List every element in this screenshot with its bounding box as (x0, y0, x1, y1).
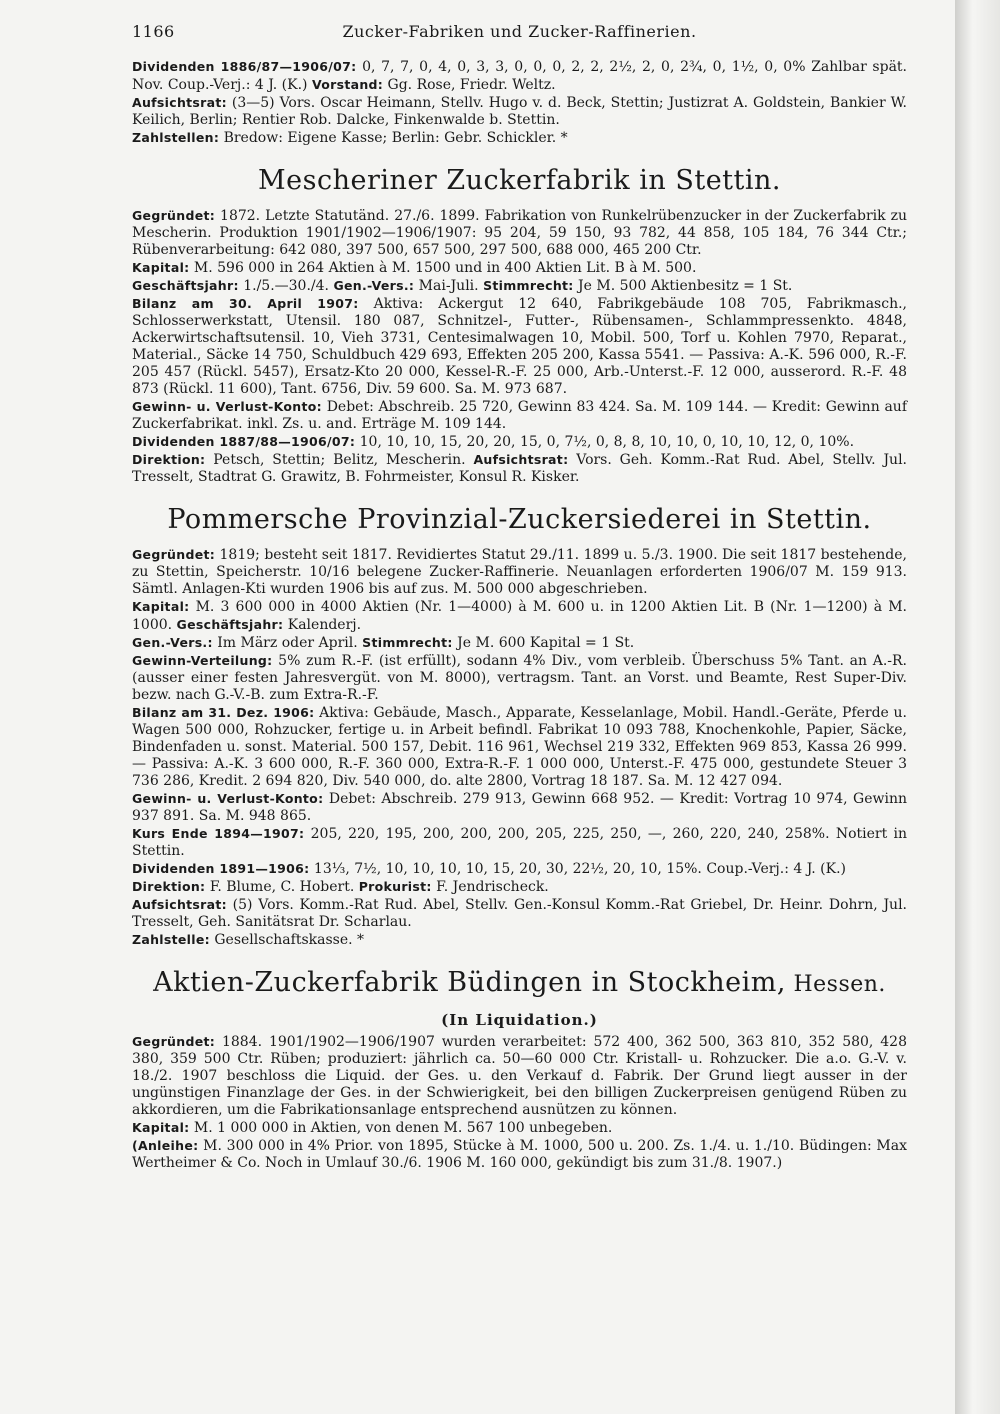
paragraph (132, 207, 907, 259)
paragraph (132, 704, 907, 790)
paragraph (132, 129, 907, 147)
running-title: Zucker-Fabriken und Zucker-Raffinerien. (342, 22, 697, 41)
company-title: Pommersche Provinzial-Zuckersiederei in Stettin. (167, 504, 872, 535)
field-text: 1819; besteht seit 1817. Revidiertes Statut 29./11. 1899 u. 5./3. 1900. Die seit 1817 bestehende, zu Stettin, Speicherstr. 10/16 belegene Zucker-Raffinerie. Neuanlagen erforderten 1906/07 M. 159 913. Sämtl. Anlagen-Kti wurden 1906 bis auf zus. M. 500 000 abgeschrieben. (132, 547, 907, 597)
paragraph (132, 277, 907, 295)
field-label: Stimmrecht: (362, 635, 453, 650)
paragraph (132, 451, 907, 486)
field-text: Debet: Abschreib. 279 913, Gewinn 668 952. — Kredit: Vortrag 10 974, Gewinn 937 891. Sa. M. 948 865. (132, 791, 907, 824)
field-label: Bilanz am 30. April 1907: (132, 296, 359, 311)
field-label: Geschäftsjahr: (132, 278, 239, 293)
page-content (132, 22, 907, 1172)
paragraph (132, 1119, 907, 1137)
prev-entry (132, 58, 907, 147)
paragraph (132, 598, 907, 634)
paragraph (132, 433, 907, 451)
field-label: Direktion: (132, 879, 206, 894)
field-text: Gesellschaftskasse. * (209, 932, 365, 948)
field-label: Aufsichtsrat: (132, 897, 227, 912)
field-label: Kapital: (132, 260, 190, 275)
field-label: Gewinn- u. Verlust-Konto: (132, 399, 322, 414)
field-text: F. Jendrischeck. (431, 879, 549, 895)
paragraph (132, 295, 907, 398)
field-label: Gen.-Vers.: (333, 278, 415, 293)
field-text: Je M. 600 Kapital = 1 St. (452, 635, 635, 651)
field-text: (3—5) Vors. Oscar Heimann, Stellv. Hugo v. d. Beck, Stettin; Justizrat A. Goldstein, Bankier W. Keilich, Berlin; Rentier Rob. Dalcke, Finkenwalde b. Stettin. (132, 95, 907, 128)
field-label: Bilanz am 31. Dez. 1906: (132, 705, 315, 720)
field-text: M. 1 000 000 in Aktien, von denen M. 567 100 unbegeben. (189, 1120, 613, 1136)
field-label: Aufsichtsrat: (473, 452, 569, 467)
page-header (132, 22, 907, 52)
paragraph (132, 634, 907, 652)
field-text: 5% zum R.-F. (ist erfüllt), sodann 4% Div., vom verbleib. Überschuss 5% Tant. an A.-R. (ausser einer festen Jahresvergüt. von M. 8000), vertragsm. Tant. an Vorst. und Beamte, Rest Super-Div. bezw. nach G.-V.-B. zum Extra-R.-F. (132, 653, 907, 703)
field-text: F. Blume, C. Hobert. (205, 879, 359, 895)
field-label: Stimmrecht: (483, 278, 574, 293)
field-text: 13⅓, 7½, 10, 10, 10, 10, 15, 20, 30, 22½, 20, 10, 15%. Coup.-Verj.: 4 J. (K.) (309, 861, 846, 877)
field-text: Debet: Abschreib. 25 720, Gewinn 83 424. Sa. M. 109 144. — Kredit: Gewinn auf Zuckerfabrikat. inkl. Zs. u. and. Erträge M. 109 144. (132, 399, 908, 432)
field-label: Gegründet: (132, 1034, 216, 1049)
field-label: Gen.-Vers.: (132, 635, 213, 650)
company-title: Mescheriner Zuckerfabrik in Stettin. (258, 165, 781, 196)
paragraph (132, 790, 907, 825)
field-label: (Anleihe: (132, 1138, 199, 1153)
field-text: 1884. 1901/1902—1906/1907 wurden verarbeitet: 572 400, 362 500, 363 810, 352 580, 428 380, 359 500 Ctr. Rüben; produziert: jährlich ca. 50—60 000 Ctr. Kristall- u. Rohzucker. Die a.o. G.-V. v. 18./2. 1907 beschloss die Liquid. der Ges. u. den Verkauf d. Fabrik. Der Grund liegt ausser in der ungünstigen Finanzlage der Ges. in der Schwierigkeit, bei den billigen Zuckerpreisen genügend Rüben zu akkordieren, um die Fabrikationsanlage entsprechend ausnützen zu können. (132, 1034, 907, 1118)
paragraph (132, 1137, 907, 1172)
paragraph (132, 398, 907, 433)
field-label: Gegründet: (132, 547, 216, 562)
field-text: Kalenderj. (283, 617, 362, 633)
field-label: Geschäftsjahr: (176, 617, 284, 632)
field-text: Je M. 500 Aktienbesitz = 1 St. (573, 278, 793, 294)
field-text: 0, 7, 7, 0, 4, 0, 3, 3, 0, 0, 0, 2, 2, 2½, 2, 0, 2¾, 0, 1½, 0, 0% Zahlbar spät. Nov. Coup.-Verj.: 4 J. (K.) (132, 59, 907, 93)
field-label: Kurs Ende 1894—1907: (132, 826, 305, 841)
field-text: Mai-Juli. (414, 278, 484, 294)
field-text: M. 596 000 in 264 Aktien à M. 1500 und in 400 Aktien Lit. B à M. 500. (189, 260, 697, 276)
field-label: Vorstand: (311, 77, 384, 92)
company-entry-buedingen (132, 967, 907, 1172)
page-number: 1166 (132, 22, 175, 41)
field-text: 1872. Letzte Statutänd. 27./6. 1899. Fabrikation von Runkelrübenzucker in der Zuckerfabrik zu Mescherin. Produktion 1901/1902—1906/1907: 95 204, 59 150, 93 782, 44 858, 105 184, 76 344 Ctr.; Rübenverarbeitung: 642 080, 397 500, 657 500, 297 500, 688 000, 465 200 Ctr. (132, 208, 907, 258)
paragraph (132, 259, 907, 277)
field-label: Dividenden 1887/88—1906/07: (132, 434, 356, 449)
field-label: Direktion: (132, 452, 206, 467)
liquidation-note: (In Liquidation.) (441, 1011, 598, 1029)
paragraph (132, 58, 907, 94)
company-entry-pommersche (132, 504, 907, 949)
field-text: M. 3 600 000 in 4000 Aktien (Nr. 1—4000) à M. 600 u. in 1200 Aktien Lit. B (Nr. 1—1200) à M. 1000. (132, 599, 907, 633)
paragraph (132, 652, 907, 704)
field-label: Kapital: (132, 599, 190, 614)
field-label: Dividenden 1886/87—1906/07: (132, 59, 357, 74)
paragraph (132, 896, 907, 931)
field-text: Gg. Rose, Friedr. Weltz. (383, 77, 556, 93)
page-edge (955, 0, 1000, 1414)
field-label: Zahlstelle: (132, 932, 210, 947)
field-label: Prokurist: (358, 879, 432, 894)
company-title-main: Aktien-Zuckerfabrik Büdingen in Stockheim, (153, 967, 786, 998)
field-label: Aufsichtsrat: (132, 95, 227, 110)
field-text: Bredow: Eigene Kasse; Berlin: Gebr. Schickler. * (219, 130, 568, 146)
paragraph (132, 1033, 907, 1119)
field-text: Aktiva: Gebäude, Masch., Apparate, Kesselanlage, Mobil. Handl.-Geräte, Pferde u. Wagen 500 000, Rohzucker, fertige u. in Arbeit befindl. Fabrikat 10 093 788, Knochenkohle, Papier, Säcke, Bindenfaden u. sonst. Material. 500 157, Debit. 116 961, Wechsel 219 332, Effekten 969 853, Kassa 26 999. — Passiva: A.-K. 3 600 000, R.-F. 360 000, Extra-R.-F. 1 000 000, Unterst.-F. 475 000, gestundete Steuer 3 736 286, Kredit. 2 694 820, Div. 540 000, do. alte 2800, Vortrag 18 187. Sa. M. 12 427 094. (132, 705, 907, 789)
field-label: Gewinn- u. Verlust-Konto: (132, 791, 324, 806)
field-text: Aktiva: Ackergut 12 640, Fabrikgebäude 108 705, Fabrikmasch., Schlosserwerkstatt, Utensil. 180 087, Schnitzel-, Futter-, Rübensamen-, Schlammpressenkto. 4848, Ackerwirtschaftsutensil. 10, Vieh 3731, Centesimalwagen 10, Mobil. 500, Torf u. Kohlen 7970, Reparat., Material., Säcke 14 750, Schuldbuch 429 693, Effekten 205 200, Kassa 5541. — Passiva: A.-K. 596 000, R.-F. 205 457 (Rückl. 5457), Ersatz-Kto 20 000, Kessel-R.-F. 25 000, Arb.-Unterst.-F. 12 000, ausserord. R.-F. 48 873 (Rückl. 11 600), Tant. 6756, Div. 59 600. Sa. M. 973 687. (132, 296, 907, 397)
paragraph (132, 860, 907, 878)
field-text: 1./5.—30./4. (238, 278, 334, 294)
field-text: Petsch, Stettin; Belitz, Mescherin. (205, 452, 474, 468)
field-label: Dividenden 1891—1906: (132, 861, 310, 876)
paragraph (132, 931, 907, 949)
field-text: Vors. Geh. Komm.-Rat Rud. Abel, Stellv. Jul. Tresselt, Stadtrat G. Grawitz, B. Fohrmeister, Konsul R. Kisker. (132, 452, 907, 485)
field-text: (5) Vors. Komm.-Rat Rud. Abel, Stellv. Gen.-Konsul Komm.-Rat Griebel, Dr. Heinr. Dohrn, Jul. Tresselt, Geh. Sanitätsrat Dr. Scharlau. (132, 897, 907, 930)
company-title-region: Hessen. (785, 972, 886, 997)
field-text: M. 300 000 in 4% Prior. von 1895, Stücke à M. 1000, 500 u. 200. Zs. 1./4. u. 1./10. Büdingen: Max Wertheimer & Co. Noch in Umlauf 30./6. 1906 M. 160 000, gekündigt bis zum 31./8. 1907.) (132, 1138, 907, 1171)
field-label: Gegründet: (132, 208, 216, 223)
field-label: Gewinn-Verteilung: (132, 653, 273, 668)
field-text: 10, 10, 10, 15, 20, 20, 15, 0, 7½, 0, 8, 8, 10, 10, 0, 10, 10, 12, 0, 10%. (355, 434, 855, 450)
field-label: Kapital: (132, 1120, 190, 1135)
paragraph (132, 878, 907, 896)
field-text: 205, 220, 195, 200, 200, 200, 205, 225, 250, —, 260, 220, 240, 258%. Notiert in Stettin. (132, 826, 907, 859)
paragraph (132, 94, 907, 129)
field-label: Zahlstellen: (132, 130, 220, 145)
paragraph (132, 546, 907, 598)
paragraph (132, 825, 907, 860)
field-text: Im März oder April. (212, 635, 363, 651)
company-title (132, 967, 907, 1001)
company-entry-mescherin (132, 165, 907, 486)
